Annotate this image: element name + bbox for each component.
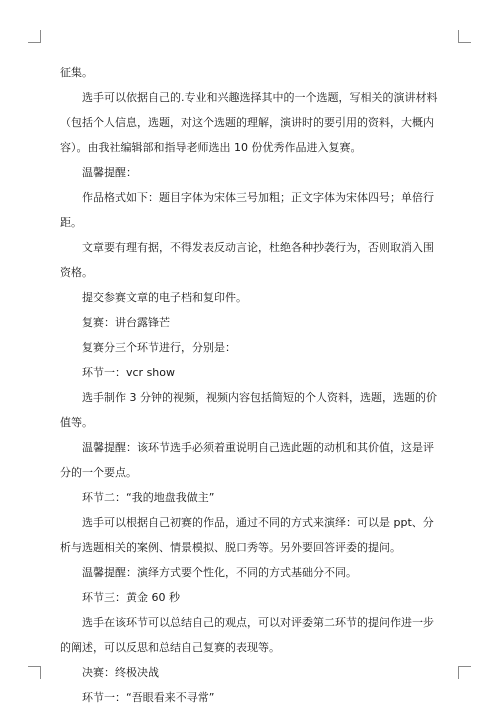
crop-mark-bottom-right bbox=[458, 666, 471, 679]
paragraph: 温馨提醒：该环节选手必须着重说明自己选此题的动机和其价值，这是评分的一个要点。 bbox=[60, 441, 434, 479]
paragraph: 环节一：“吾眼看来不寻常” bbox=[82, 691, 215, 704]
paragraph: 提交参赛文章的电子档和复印件。 bbox=[82, 291, 247, 304]
crop-mark-top-right bbox=[458, 30, 471, 43]
paragraph: 选手可以根据自己初赛的作品，通过不同的方式来演绎：可以是 ppt、分析与选题相关的案例、情景模拟、脱口秀等。另外要回答评委的提问。 bbox=[60, 516, 434, 554]
paragraph: 环节二：“我的地盘我做主” bbox=[82, 491, 215, 504]
paragraph: 复赛分三个环节进行，分别是： bbox=[82, 341, 236, 354]
paragraph: 选手制作 3 分钟的视频，视频内容包括简短的个人资料，选题，选题的价值等。 bbox=[60, 391, 437, 429]
paragraph: 选手可以依据自己的.专业和兴趣选择其中的一个选题，写相关的演讲材料（包括个人信息，选题，对这个选题的理解，演讲时的要引用的资料，大概内容）。由我社编辑部和指导老师选出 10 份优秀作品进入复赛。 bbox=[60, 91, 438, 154]
paragraph: 作品格式如下：题目字体为宋体三号加粗；正文字体为宋体四号；单倍行距。 bbox=[60, 191, 434, 229]
paragraph: 征集。 bbox=[60, 66, 93, 79]
paragraph: 选手在该环节可以总结自己的观点，可以对评委第二环节的提问作进一步的阐述，可以反思和总结自己复赛的表现等。 bbox=[60, 616, 434, 654]
paragraph: 环节一：vcr show bbox=[82, 366, 176, 379]
crop-mark-bottom-left bbox=[28, 666, 41, 679]
paragraph: 复赛：讲台露锋芒 bbox=[82, 316, 170, 329]
paragraph: 决赛：终极决战 bbox=[82, 666, 159, 679]
paragraph: 温馨提醒： bbox=[82, 166, 137, 179]
paragraph: 文章要有理有据，不得发表反动言论，杜绝各种抄袭行为，否则取消入围资格。 bbox=[60, 241, 434, 279]
crop-mark-top-left bbox=[28, 30, 41, 43]
paragraph: 环节三：黄金 60 秒 bbox=[82, 591, 180, 604]
paragraph: 温馨提醒：演绎方式要个性化，不同的方式基础分不同。 bbox=[82, 566, 357, 579]
document-body bbox=[60, 60, 438, 710]
